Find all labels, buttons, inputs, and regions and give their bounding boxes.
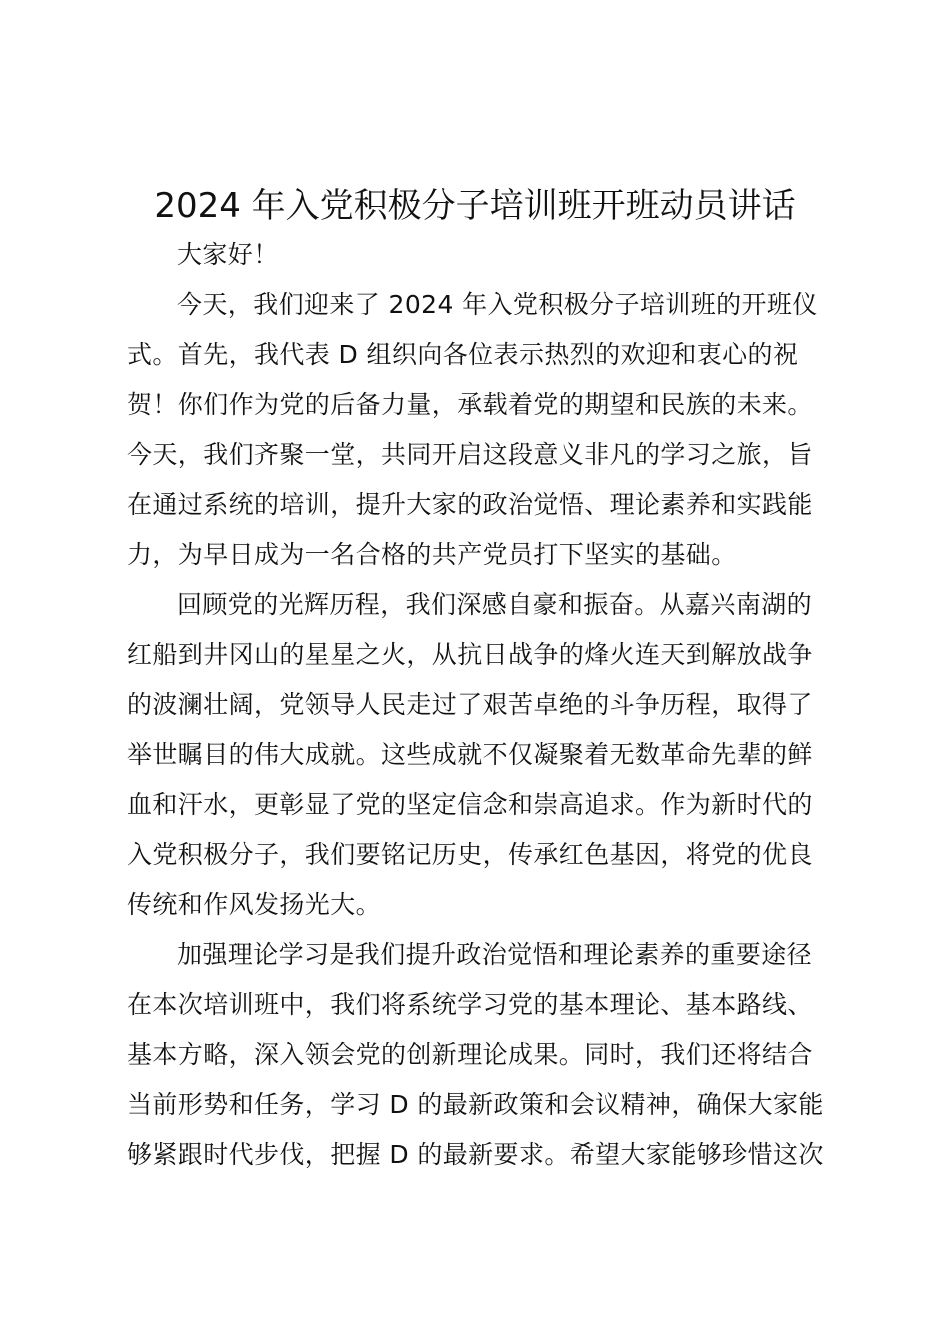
paragraph-3: 加强理论学习是我们提升政治觉悟和理论素养的重要途径在本次培训班中，我们将系统学习党的基本理论、基本路线、基本方略，深入领会党的创新理论成果。同时，我们还将结合当前形势和任务，学习 D 的最新政策和会议精神，确保大家能够紧跟时代步伐，把握 D 的最新要求。希望大家能够珍惜这次 (127, 940, 824, 1169)
paragraph-2: 回顾党的光辉历程，我们深感自豪和振奋。从嘉兴南湖的红船到井冈山的星星之火，从抗日战争的烽火连天到解放战争的波澜壮阔，党领导人民走过了艰苦卓绝的斗争历程，取得了举世瞩目的伟大成就。这些成就不仅凝聚着无数革命先辈的鲜血和汗水，更彰显了党的坚定信念和崇高追求。作为新时代的入党积极分子，我们要铭记历史，传承红色基因，将党的优良传统和作风发扬光大。 (127, 590, 813, 919)
greeting: 大家好！ (177, 240, 279, 269)
document-title: 2024 年入党积极分子培训班开班动员讲话 (154, 186, 796, 226)
document-body (127, 230, 837, 1180)
paragraph-1: 今天，我们迎来了 2024 年入党积极分子培训班的开班仪式。首先，我代表 D 组织向各位表示热烈的欢迎和衷心的祝贺！你们作为党的后备力量，承载着党的期望和民族的未来。今天，我们齐聚一堂，共同开启这段意义非凡的学习之旅，旨在通过系统的培训，提升大家的政治觉悟、理论素养和实践能力，为早日成为一名合格的共产党员打下坚实的基础。 (127, 290, 818, 569)
